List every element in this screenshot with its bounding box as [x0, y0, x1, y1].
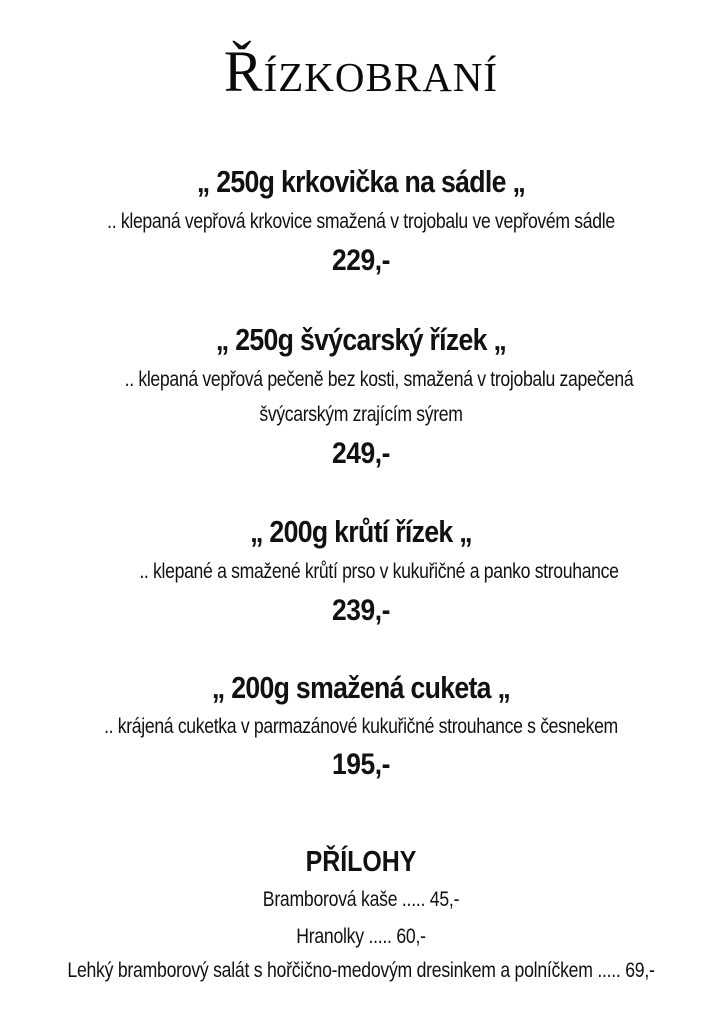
sides-title: PŘÍLOHY — [305, 846, 417, 878]
menu-title: Řízkobraní — [223, 39, 499, 104]
side-item: Lehký bramborový salát s hořčično-medovým dresinkem a polníčkem ..... 69,- — [67, 959, 655, 982]
dish-description: .. krájená cuketka v parmazánové kukuřičné strouhance s česnekem — [104, 715, 618, 738]
dish-name: „ 250g švýcarský řízek „ — [215, 322, 507, 357]
dish-price: 195,- — [332, 748, 390, 781]
dish-name: „ 250g krkovička na sádle „ — [196, 164, 526, 199]
dish-name: „ 200g krůtí řízek „ — [250, 514, 472, 549]
side-item: Bramborová kaše ..... 45,- — [262, 888, 460, 911]
dish-price: 229,- — [332, 244, 390, 277]
dish-description: .. klepaná vepřová pečeně bez kosti, smažená v trojobalu zapečená — [124, 368, 634, 391]
dish-name: „ 200g smažená cuketa „ — [211, 670, 511, 705]
dish-description: .. klepané a smažené krůtí prso v kukuřičné a panko strouhance — [139, 560, 619, 583]
dish-price: 239,- — [332, 594, 390, 627]
dish-description: švýcarským zrajícím sýrem — [259, 403, 463, 426]
dish-description: .. klepaná vepřová krkovice smažená v trojobalu ve vepřovém sádle — [107, 210, 615, 233]
dish-price: 249,- — [332, 437, 390, 470]
side-item: Hranolky ..... 60,- — [296, 925, 426, 948]
